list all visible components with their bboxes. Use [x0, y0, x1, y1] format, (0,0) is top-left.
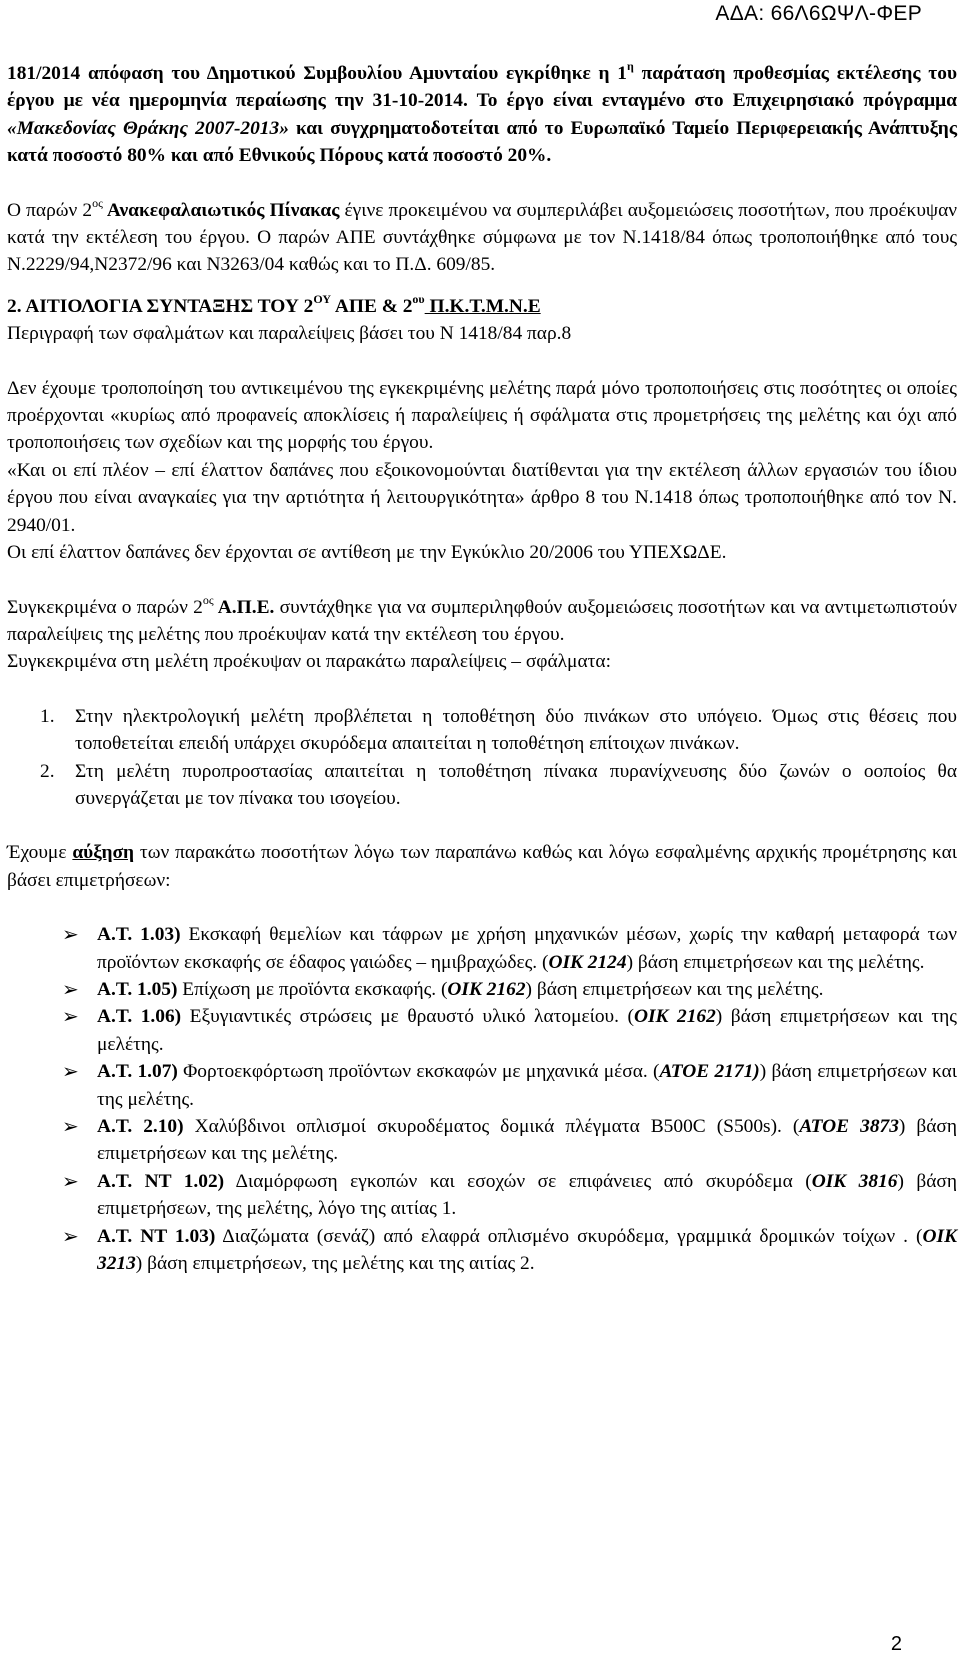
arrow-bullet-icon: ➢ [62, 1114, 79, 1138]
arrow-bullet-icon: ➢ [62, 1004, 79, 1029]
paragraph-specifically: Συγκεκριμένα ο παρών $2^{o\varsigma}$ Α.Π.Ε. συντάχθηκε για να συμπεριληφθούν αυξομειώσεις ποσοτήτων και να αντιμετωπιστούν παραλείψεις της μελέτης που προέκυψαν κατά την εκτέλεση του έργου. [7, 592, 958, 645]
ape-paragraph: Ο παρών $2^{o\varsigma}$ Ανακεφαλαιωτικός Πίνακας έγινε προκειμένου να συμπεριλάβει αυξομειώσεις ποσοτήτων, που προέκυψαν κατά την εκτέλεση του έργου. Ο παρών ΑΠΕ συντάχθηκε σύμφωνα με τον Ν.1418/84 όπως τροποποιήθηκε από τους Ν.2229/94,Ν2372/96 και Ν3263/04 καθώς και το Π.Δ. 609/85. [7, 195, 957, 276]
list-item: ➢ Α.Τ. ΝΤ 1.02) Διαμόρφωση εγκοπών και εσοχών σε επιφάνειες από σκυρόδεμα (ΟΙΚ 3816) βάση επιμετρήσεων, της μελέτης, λόγο της αιτίας 1. [62, 1168, 957, 1220]
section-2-title: 2. ΑΙΤΙΟΛΟΓΙΑ ΣΥΝΤΑΞΗΣ ΤΟΥ $2^{O\Upsilon}$ ΑΠΕ & $2^{o\upsilon}$ Π.Κ.Τ.Μ.Ν.Ε [7, 291, 541, 317]
arrow-bullet-icon: ➢ [62, 1223, 79, 1248]
list-item: 1. Στην ηλεκτρολογική μελέτη προβλέπεται η τοποθέτηση δύο πινάκων στο υπόγειο. Όμως στις θέσεις που τοποθετείται επειδή υπάρχει σκυρόδεμα απαιτείται η τοποθέτηση επίτοιχων πινάκων. [40, 705, 957, 755]
arrow-bullet-icon: ➢ [62, 922, 79, 947]
list-item: 2. Στη μελέτη πυροπροστασίας απαιτείται η τοποθέτηση πίνακα πυρανίχνευσης δύο ζωνών ο οοποίος θα συνεργάζεται με τον πίνακα του ισογείου. [40, 760, 957, 809]
omissions-list [7, 703, 957, 813]
document-body [7, 60, 957, 1277]
list-item: ➢ Α.Τ. 1.07) Φορτοεκφόρτωση προϊόντων εκσκαφών με μηχανικά μέσα. (ΑΤΟΕ 2171)) βάση επιμετρήσεων και της μελέτης. [62, 1059, 957, 1110]
paragraph-increase: Έχουμε αύξηση των παρακάτω ποσοτήτων λόγω των παραπάνω καθώς και λόγω εσφαλμένης αρχικής προμέτρησης και βάσει επιμετρήσεων: [7, 842, 957, 891]
paragraph-no-modification: Δεν έχουμε τροποποίηση του αντικειμένου της εγκεκριμένης μελέτης παρά μόνο τροποποιήσεις στις ποσότητες οι οποίες προέρχονται «κυρίως από προφανείς αποκλίσεις ή παραλείψεις ή σφάλματα στις προμετρήσεις της μελέτης και όχι από τροποποιήσεις των σχεδίων και της μορφής του έργου. [7, 377, 957, 454]
paragraph-omissions-intro: Συγκεκριμένα στη μελέτη προέκυψαν οι παρακάτω παραλείψεις – σφάλματα: [7, 651, 611, 673]
paragraph-circular: Οι επί έλαττον δαπάνες δεν έρχονται σε αντίθεση με την Εγκύκλιο 20/2006 του ΥΠΕΧΩΔΕ. [7, 542, 727, 564]
arrow-bullet-icon: ➢ [62, 1168, 79, 1193]
arrow-bullet-icon: ➢ [62, 1059, 79, 1084]
list-item: ➢ Α.Τ. ΝΤ 1.03) Διαζώματα (σενάζ) από ελαφρά οπλισμένο σκυρόδεμα, γραμμικά δρομικών τοίχων . (ΟΙΚ 3213) βάση επιμετρήσεων, της μελέτης και της αιτίας 2. [62, 1223, 957, 1275]
section-2-subtitle: Περιγραφή των σφαλμάτων και παραλείψεις βάσει του Ν 1418/84 παρ.8 [7, 323, 572, 345]
items-list [7, 921, 957, 1277]
list-item: ➢ Α.Τ. 1.06) Εξυγιαντικές στρώσεις με θραυστό υλικό λατομείου. (ΟΙΚ 2162) βάση επιμετρήσεων και της μελέτης. [62, 1004, 957, 1055]
list-item: ➢ Α.Τ. 1.05) Επίχωση με προϊόντα εκσκαφής. (ΟΙΚ 2162) βάση επιμετρήσεων και της μελέτης. [7, 976, 957, 1003]
intro-paragraph: 181/2014 απόφαση του Δημοτικού Συμβουλίου Αμυνταίου εγκρίθηκε η $1^\eta$ παράταση προθεσμίας εκτέλεσης του έργου με νέα ημερομηνία περαίωσης την 31-10-2014. Το έργο είναι ενταγμένο στο Επιχειρησιακό πρόγραμμα «Μακεδονίας Θράκης 2007-2013» και συγχρηματοδοτείται από το Ευρωπαϊκό Ταμείο Περιφερειακής Ανάπτυξης κατά ποσοστό 80% και από Εθνικούς Πόρους κατά ποσοστό 20%. [7, 59, 958, 167]
list-item: ➢ Α.Τ. 1.03) Εκσκαφή θεμελίων και τάφρων με χρήση μηχανικών μέσων, χωρίς την καθαρή μεταφορά των προϊόντων εκσκαφής σε έδαφος γαιώδες – ημιβραχώδες. (ΟΙΚ 2124) βάση επιμετρήσεων και της μελέτης. [62, 922, 958, 973]
arrow-bullet-icon: ➢ [62, 976, 79, 1001]
ada-header: ΑΔΑ: 66Λ6ΩΨΛ-ΦΕΡ [715, 2, 922, 25]
paragraph-article-8: «Και οι επί πλέον – επί έλαττον δαπάνες που εξοικονομούνται διατίθενται για την εκτέλεση άλλων εργασιών του ίδιου έργου που είναι αναγκαίες για την αρτιότητα ή λειτουργικότητα» άρθρο 8 του Ν.1418 όπως τροποποιήθηκε από τον Ν. 2940/01. [7, 459, 957, 536]
list-item: ➢ Α.Τ. 2.10) Χαλύβδινοι οπλισμοί σκυροδέματος δομικά πλέγματα B500C (S500s). (ΑΤΟΕ 3873) βάση επιμετρήσεων και της μελέτης. [62, 1114, 957, 1165]
page-number: 2 [890, 1633, 902, 1655]
